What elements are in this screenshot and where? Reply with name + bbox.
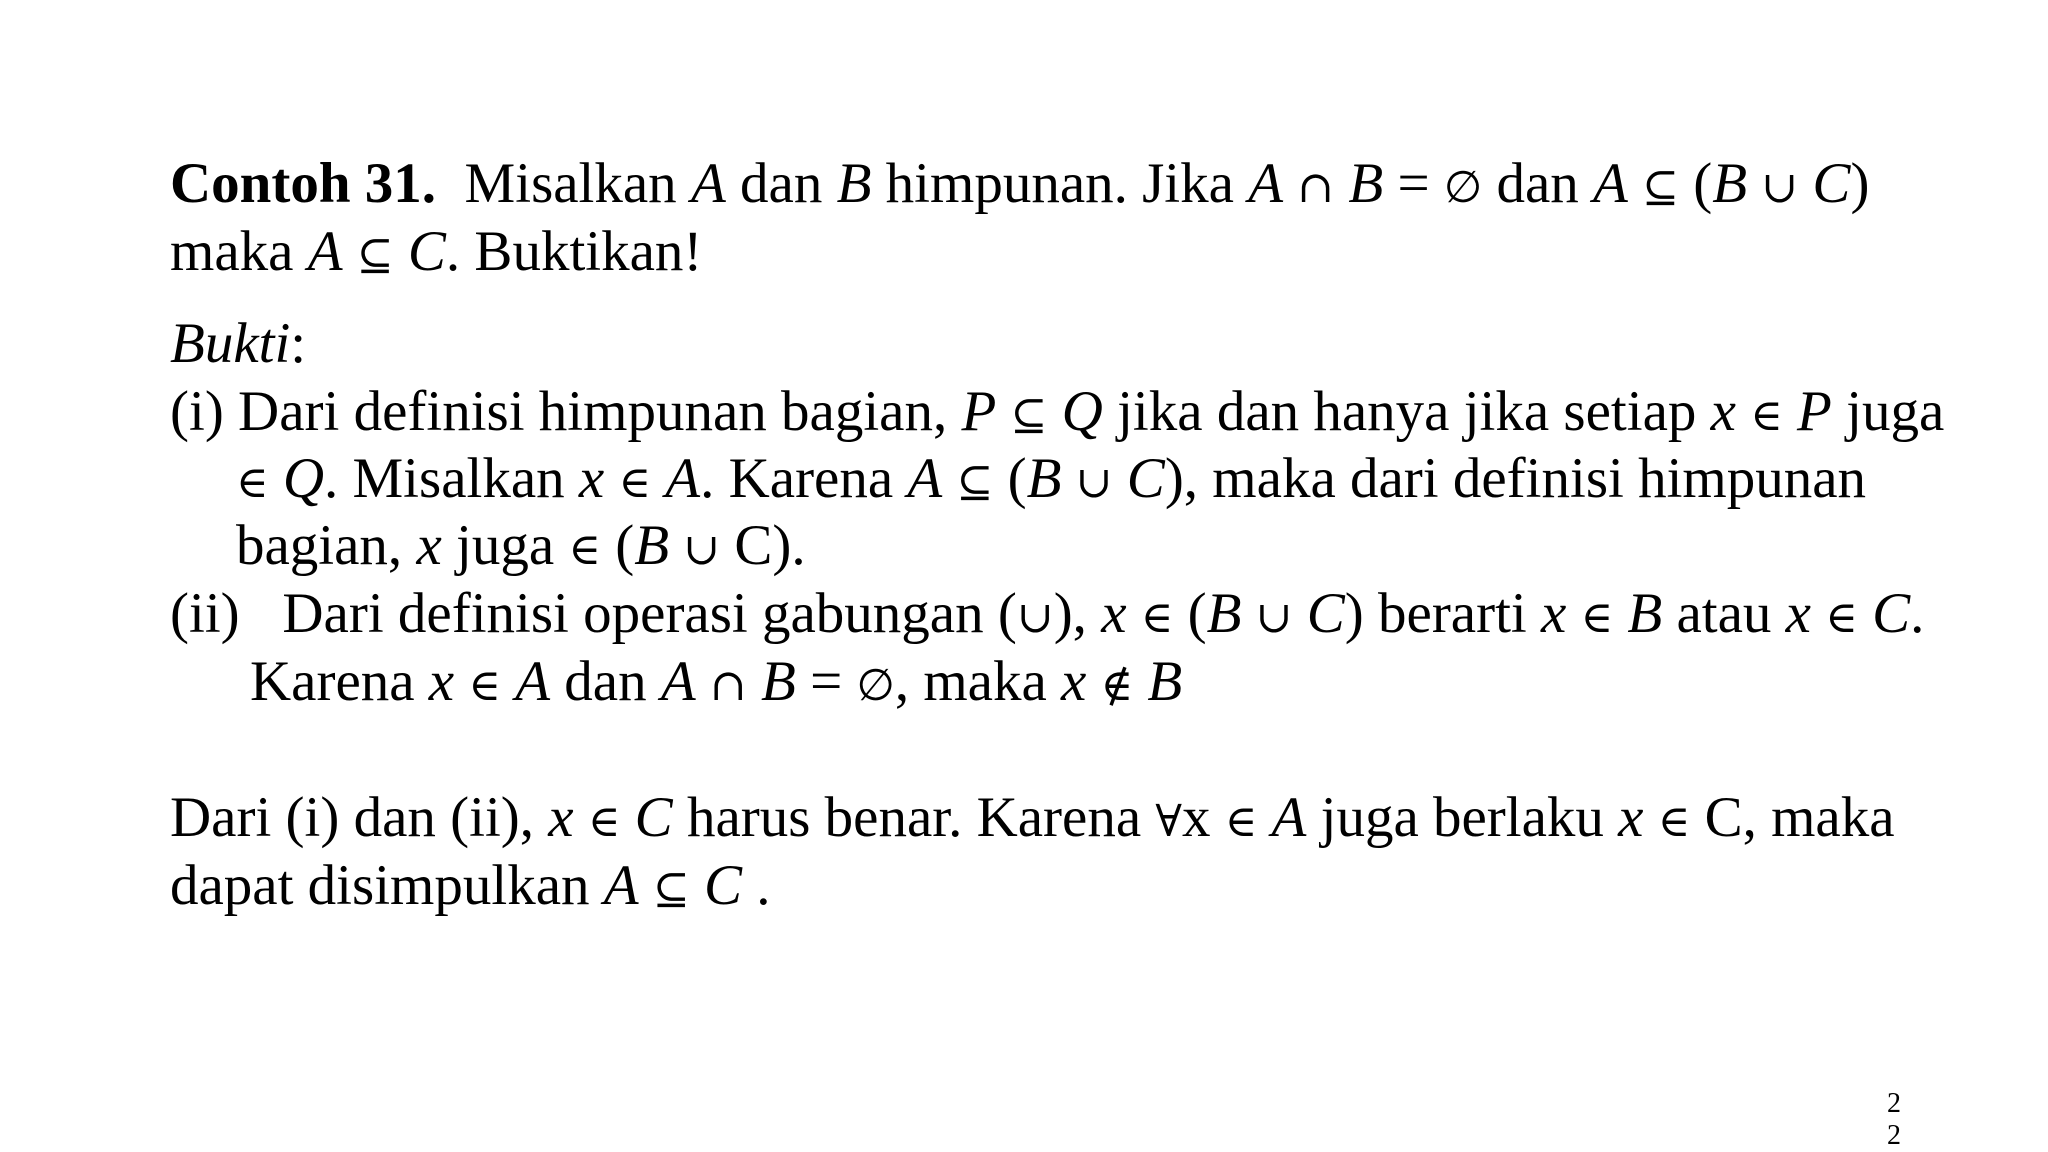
proof-label: Bukti: <box>170 312 307 375</box>
page-number-digit-1: 2 <box>1887 1088 1901 1119</box>
element-of-symbol: ∈ <box>1140 592 1174 643</box>
subset-symbol: ⊆ <box>356 230 394 281</box>
example-line-1: Contoh 31. Misalkan A dan B himpunan. Jika A ∩ B = ∅ dan A ⊆ (B ∪ C) <box>170 152 1870 215</box>
conclusion-line-2: dapat disimpulkan A ⊆ C . <box>170 854 771 917</box>
for-all-symbol: ∀ <box>1155 796 1182 847</box>
example-line-2: maka A ⊆ C. Buktikan! <box>170 220 703 283</box>
empty-set-symbol: ∅ <box>1443 162 1483 213</box>
page-number-digit-2: 2 <box>1887 1120 1901 1151</box>
element-of-symbol: ∈ <box>587 796 621 847</box>
subset-symbol: ⊆ <box>1010 390 1048 441</box>
example-heading: Contoh 31. <box>170 152 437 215</box>
element-of-symbol: ∈ <box>1580 592 1614 643</box>
union-symbol: ∪ <box>1761 162 1799 213</box>
intersection-symbol: ∩ <box>1297 162 1335 213</box>
empty-set-symbol: ∅ <box>856 660 895 711</box>
proof-ii-line-1: (ii) Dari definisi operasi gabungan (∪), x ∈ (B ∪ C) berarti x ∈ B atau x ∈ C. <box>170 582 1925 645</box>
proof-i-line-1: (i) Dari definisi himpunan bagian, P ⊆ Q jika dan hanya jika setiap x ∈ P juga <box>170 380 1945 443</box>
element-of-symbol: ∈ <box>1657 796 1691 847</box>
not-element-of-symbol: ∉ <box>1100 660 1134 711</box>
subset-symbol: ⊆ <box>956 457 994 508</box>
element-of-symbol: ∈ <box>236 457 269 508</box>
union-symbol: ∪ <box>1016 592 1054 643</box>
element-of-symbol: ∈ <box>618 457 652 508</box>
element-of-symbol: ∈ <box>468 660 501 711</box>
union-symbol: ∪ <box>1255 592 1293 643</box>
element-of-symbol: ∈ <box>1825 592 1858 643</box>
union-symbol: ∪ <box>1075 457 1113 508</box>
proof-i-line-2: ∈ Q. Misalkan x ∈ A. Karena A ⊆ (B ∪ C), maka dari definisi himpunan <box>236 447 1867 510</box>
proof-i-line-3: bagian, x juga ∈ (B ∪ C). <box>236 514 806 577</box>
union-symbol: ∪ <box>683 524 721 575</box>
subset-symbol: ⊆ <box>1642 162 1679 213</box>
intersection-symbol: ∩ <box>709 660 747 711</box>
conclusion-line-1: Dari (i) dan (ii), x ∈ C harus benar. Karena ∀x ∈ A juga berlaku x ∈ C, maka <box>170 786 1895 849</box>
element-of-symbol: ∈ <box>1750 390 1783 441</box>
element-of-symbol: ∈ <box>1224 796 1258 847</box>
proof-ii-line-2: Karena x ∈ A dan A ∩ B = ∅, maka x ∉ B <box>250 650 1183 713</box>
element-of-symbol: ∈ <box>568 524 601 575</box>
subset-symbol: ⊆ <box>652 864 690 915</box>
